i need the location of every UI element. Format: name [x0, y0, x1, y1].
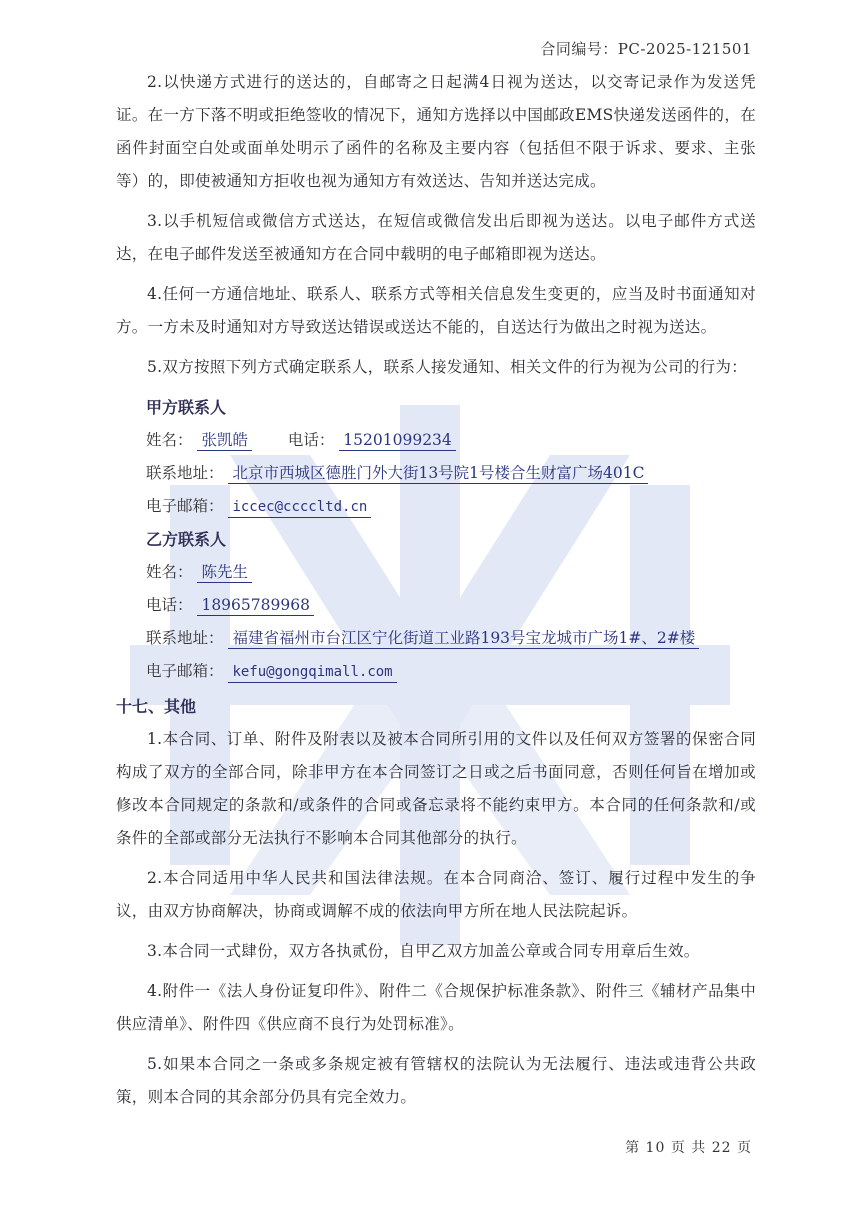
party-a-email-row: [146, 490, 756, 523]
party-a-email[interactable]: iccec@ccccltd.cn: [228, 497, 371, 518]
name-label: 姓名：: [146, 431, 193, 449]
party-b-heading: 乙方联系人: [146, 530, 227, 549]
address-label: 联系地址：: [146, 464, 224, 482]
clause-paragraph: 2.以快递方式进行的送达的，自邮寄之日起满4日视为送达，以交寄记录作为发送凭证。在一方下落不明或拒绝签收的情况下，通知方选择以中国邮政EMS快递发送函件的，在函件封面空白处或面单处明示了函件的名称及主要内容（包括但不限于诉求、要求、主张等）的，即使被通知方拒收也视为通知方有效送达、告知并送达完成。: [116, 73, 756, 190]
clause-paragraph: 4.附件一《法人身份证复印件》、附件二《合规保护标准条款》、附件三《辅材产品集中供应清单》、附件四《供应商不良行为处罚标准》。: [116, 982, 756, 1033]
phone-label: 电话：: [146, 596, 193, 614]
name-label: 姓名：: [146, 563, 193, 581]
party-b-address: 福建省福州市台江区宁化街道工业路193号宝龙城市广场1#、2#楼: [228, 628, 699, 649]
party-a-name: 张凯皓: [197, 430, 252, 451]
address-label: 联系地址：: [146, 629, 224, 647]
contacts-block: [146, 391, 756, 688]
party-a-address-row: [146, 457, 756, 490]
email-label: 电子邮箱：: [146, 662, 224, 680]
page-number: 第 10 页 共 22 页: [625, 1140, 752, 1156]
party-a-heading: 甲方联系人: [146, 398, 227, 417]
clause-paragraph: 5.如果本合同之一条或多条规定被有管辖权的法院认为无法履行、违法或违背公共政策，则本合同的其余部分仍具有完全效力。: [116, 1055, 756, 1106]
party-a-address: 北京市西城区德胜门外大街13号院1号楼合生财富广场401C: [228, 463, 648, 484]
clause-paragraph: 3.以手机短信或微信方式送达，在短信或微信发出后即视为送达。以电子邮件方式送达，在电子邮件发送至被通知方在合同中载明的电子邮箱即视为送达。: [116, 212, 756, 263]
contract-number: 合同编号：PC-2025-121501: [540, 40, 752, 58]
email-label: 电子邮箱：: [146, 497, 224, 515]
party-b-email[interactable]: kefu@gongqimall.com: [228, 662, 396, 683]
party-b-address-row: [146, 622, 756, 655]
clause-paragraph: 4.任何一方通信地址、联系人、联系方式等相关信息发生变更的，应当及时书面通知对方。一方未及时通知对方导致送达错误或送达不能的，自送达行为做出之时视为送达。: [116, 285, 756, 336]
clause-paragraph: 1.本合同、订单、附件及附表以及被本合同所引用的文件以及任何双方签署的保密合同构成了双方的全部合同，除非甲方在本合同签订之日或之后书面同意，否则任何旨在增加或修改本合同规定的条款和/或条件的合同或备忘录将不能约束甲方。本合同的任何条款和/或条件的全部或部分无法执行不影响本合同其他部分的执行。: [116, 730, 756, 847]
clause-paragraph: 5.双方按照下列方式确定联系人，联系人接发通知、相关文件的行为视为公司的行为：: [147, 358, 747, 376]
clause-paragraph: 3.本合同一式肆份，双方各执贰份，自甲乙双方加盖公章或合同专用章后生效。: [147, 942, 700, 960]
party-b-phone: 18965789968: [197, 595, 313, 616]
document-body: [116, 66, 756, 1121]
party-b-phone-row: [146, 589, 756, 622]
party-b-name-row: [146, 556, 756, 589]
clause-paragraph: 2.本合同适用中华人民共和国法律法规。在本合同商洽、签订、履行过程中发生的争议，由双方协商解决，协商或调解不成的依法向甲方所在地人民法院起诉。: [116, 869, 756, 920]
party-a-name-row: [146, 424, 756, 457]
party-a-phone: 15201099234: [339, 430, 455, 451]
party-b-email-row: [146, 655, 756, 688]
section-17-heading: 十七、其他: [116, 697, 197, 716]
party-b-name: 陈先生: [197, 562, 252, 583]
phone-label: 电话：: [287, 431, 335, 449]
